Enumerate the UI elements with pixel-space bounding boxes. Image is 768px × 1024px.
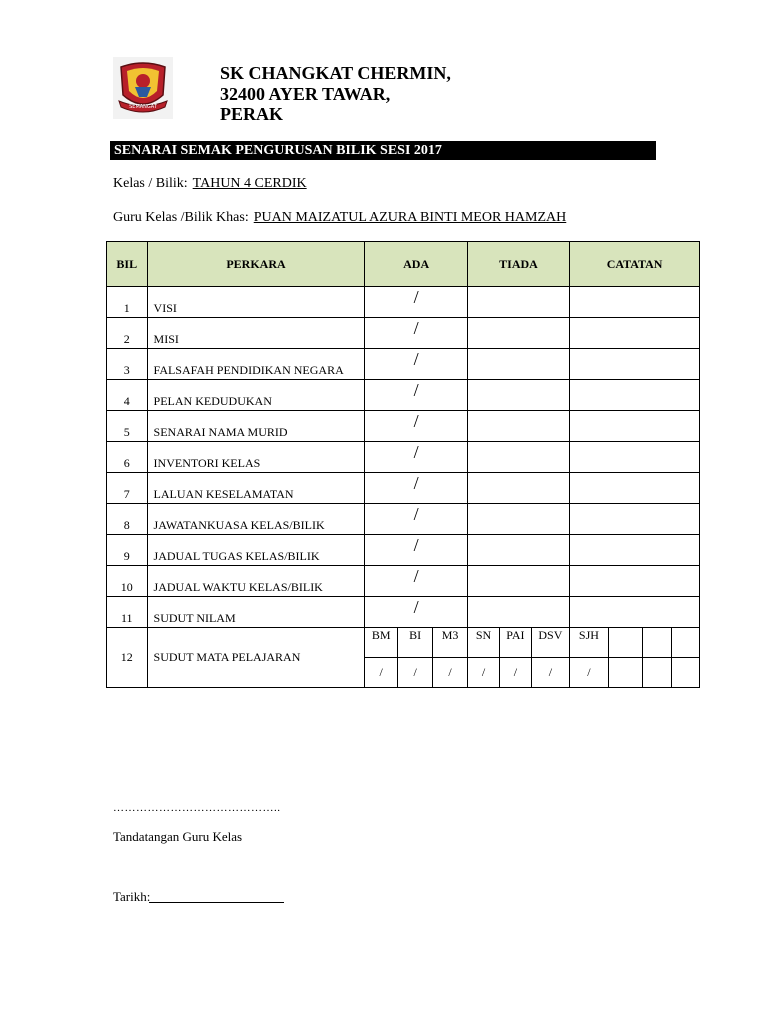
table-row — [107, 504, 700, 535]
row-catatan-cell — [570, 597, 700, 628]
date-line — [149, 902, 284, 903]
table-row — [107, 597, 700, 628]
row-bil: 1 — [107, 287, 148, 318]
subject-mark: / — [570, 658, 609, 688]
row-tiada-cell — [467, 597, 569, 628]
row-catatan-cell — [570, 535, 700, 566]
guru-value: PUAN MAIZATUL AZURA BINTI MEOR HAMZAH — [253, 210, 567, 225]
empty-mark-cell — [671, 658, 700, 688]
row-bil: 7 — [107, 473, 148, 504]
table-row — [107, 535, 700, 566]
kelas-value: TAHUN 4 CERDIK — [192, 176, 307, 191]
row-tiada-cell — [467, 504, 569, 535]
empty-mark-cell — [608, 658, 642, 688]
row-catatan-cell — [570, 566, 700, 597]
row-perkara: FALSAFAH PENDIDIKAN NEGARA — [147, 349, 365, 380]
row-perkara: VISI — [147, 287, 365, 318]
school-postcode-town: 32400 AYER TAWAR, — [220, 84, 391, 104]
table-row — [107, 411, 700, 442]
subject-label: DSV — [531, 628, 570, 658]
signature-line: …………………………………….. — [113, 802, 281, 814]
row-bil: 6 — [107, 442, 148, 473]
school-state: PERAK — [220, 104, 283, 124]
subject-label: BI — [397, 628, 432, 658]
row-bil: 12 — [107, 628, 148, 688]
header-row — [107, 242, 700, 287]
row-bil: 11 — [107, 597, 148, 628]
row-catatan-cell — [570, 411, 700, 442]
row-tiada-cell — [467, 473, 569, 504]
row-ada-mark: / — [365, 442, 467, 473]
row-tiada-cell — [467, 349, 569, 380]
subject-label: M3 — [433, 628, 467, 658]
table-row-subjects — [107, 628, 700, 658]
header-bil: BIL — [107, 242, 148, 287]
empty-mark-cell — [643, 658, 671, 688]
subject-mark: / — [397, 658, 432, 688]
document-title: SENARAI SEMAK PENGURUSAN BILIK SESI 2017 — [110, 141, 656, 160]
school-name: SK CHANGKAT CHERMIN, — [220, 63, 451, 83]
row-ada-mark: / — [365, 380, 467, 411]
row-perkara: SENARAI NAMA MURID — [147, 411, 365, 442]
row-tiada-cell — [467, 380, 569, 411]
row-catatan-cell — [570, 287, 700, 318]
row-perkara: JADUAL TUGAS KELAS/BILIK — [147, 535, 365, 566]
signature-label: Tandatangan Guru Kelas — [113, 829, 243, 844]
row-tiada-cell — [467, 535, 569, 566]
row-perkara: JAWATANKUASA KELAS/BILIK — [147, 504, 365, 535]
row-perkara: JADUAL WAKTU KELAS/BILIK — [147, 566, 365, 597]
row-bil: 4 — [107, 380, 148, 411]
header-catatan: CATATAN — [570, 242, 700, 287]
row-ada-mark: / — [365, 349, 467, 380]
table-row — [107, 287, 700, 318]
row-tiada-cell — [467, 442, 569, 473]
empty-subject-cell — [671, 628, 700, 658]
table-row — [107, 566, 700, 597]
guru-field — [113, 210, 566, 226]
date-label: Tarikh: — [113, 889, 151, 904]
row-catatan-cell — [570, 318, 700, 349]
row-tiada-cell — [467, 566, 569, 597]
empty-subject-cell — [608, 628, 642, 658]
subject-mark: / — [433, 658, 467, 688]
subject-mark: / — [500, 658, 531, 688]
row-perkara: SUDUT NILAM — [147, 597, 365, 628]
header-ada: ADA — [365, 242, 467, 287]
subject-label: BM — [365, 628, 397, 658]
row-bil: 10 — [107, 566, 148, 597]
row-bil: 2 — [107, 318, 148, 349]
row-perkara: SUDUT MATA PELAJARAN — [147, 628, 365, 688]
checklist-table — [106, 241, 700, 688]
row-catatan-cell — [570, 380, 700, 411]
kelas-field — [113, 176, 307, 192]
row-ada-mark: / — [365, 504, 467, 535]
subject-mark: / — [531, 658, 570, 688]
subject-label: SN — [467, 628, 499, 658]
row-ada-mark: / — [365, 473, 467, 504]
row-tiada-cell — [467, 318, 569, 349]
header-perkara: PERKARA — [147, 242, 365, 287]
row-ada-mark: / — [365, 566, 467, 597]
header-tiada: TIADA — [467, 242, 569, 287]
row-ada-mark: / — [365, 411, 467, 442]
row-bil: 5 — [107, 411, 148, 442]
row-bil: 9 — [107, 535, 148, 566]
row-perkara: PELAN KEDUDUKAN — [147, 380, 365, 411]
row-perkara: LALUAN KESELAMATAN — [147, 473, 365, 504]
row-catatan-cell — [570, 473, 700, 504]
school-crest-icon — [113, 57, 173, 119]
row-ada-mark: / — [365, 535, 467, 566]
empty-subject-cell — [643, 628, 671, 658]
subject-label: SJH — [570, 628, 609, 658]
row-bil: 3 — [107, 349, 148, 380]
row-perkara: MISI — [147, 318, 365, 349]
row-catatan-cell — [570, 442, 700, 473]
row-catatan-cell — [570, 349, 700, 380]
table-row — [107, 473, 700, 504]
subject-mark: / — [365, 658, 397, 688]
table-row — [107, 380, 700, 411]
row-ada-mark: / — [365, 597, 467, 628]
subject-mark: / — [467, 658, 499, 688]
row-tiada-cell — [467, 287, 569, 318]
row-catatan-cell — [570, 504, 700, 535]
table-row — [107, 349, 700, 380]
kelas-label: Kelas / Bilik: — [113, 176, 188, 191]
svg-text:SEMANGAT: SEMANGAT — [129, 104, 157, 110]
row-ada-mark: / — [365, 318, 467, 349]
row-ada-mark: / — [365, 287, 467, 318]
row-perkara: INVENTORI KELAS — [147, 442, 365, 473]
subject-label: PAI — [500, 628, 531, 658]
row-bil: 8 — [107, 504, 148, 535]
guru-label: Guru Kelas /Bilik Khas: — [113, 210, 249, 225]
table-row — [107, 442, 700, 473]
row-tiada-cell — [467, 411, 569, 442]
table-row — [107, 318, 700, 349]
